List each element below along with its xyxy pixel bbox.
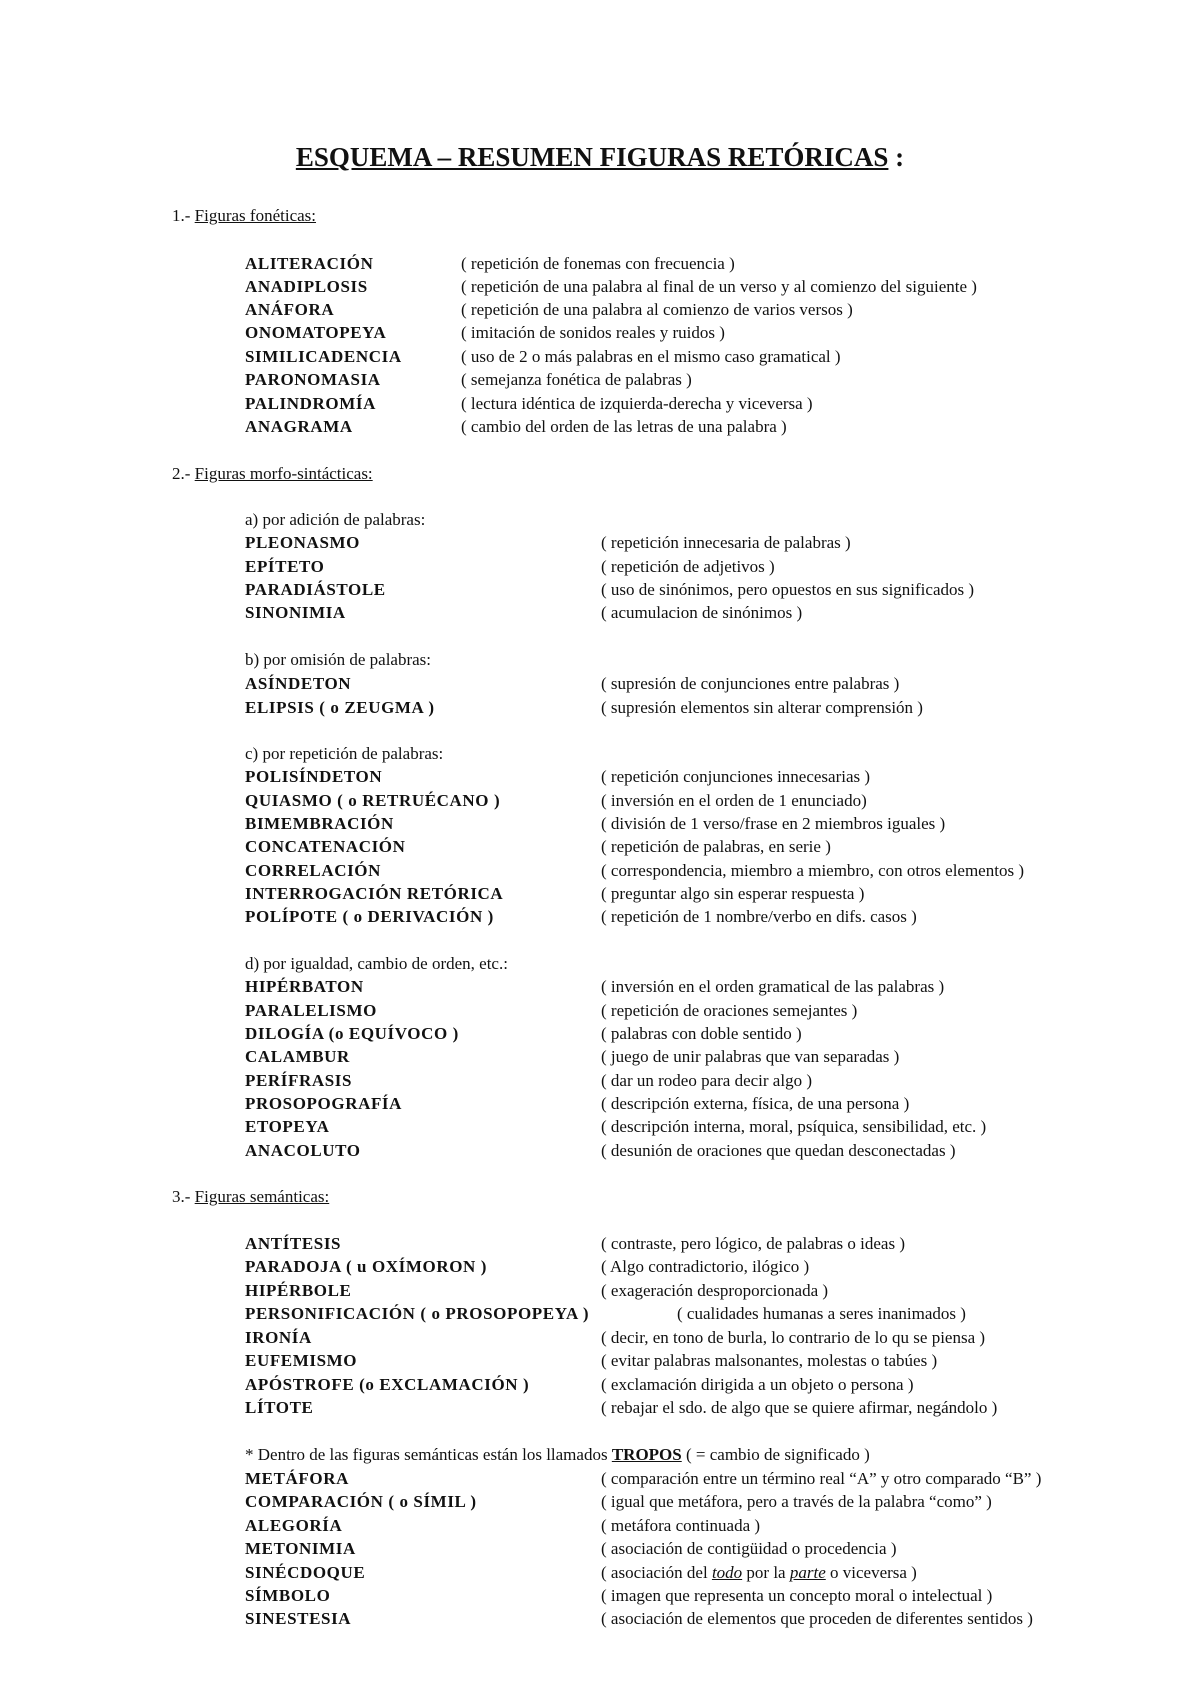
- group-label: b) por omisión de palabras:: [245, 650, 432, 669]
- section-title: Figuras semánticas:: [194, 1187, 330, 1206]
- figure-desc: ( repetición de palabras, en serie ): [601, 837, 831, 856]
- figure-desc: ( repetición innecesaria de palabras ): [601, 533, 851, 552]
- section-2-heading: [172, 464, 373, 484]
- figure-term: PERSONIFICACIÓN ( o PROSOPOPEYA ): [245, 1304, 590, 1323]
- figure-desc: ( palabras con doble sentido ): [601, 1024, 802, 1043]
- figure-term: PALINDROMÍA: [245, 394, 376, 413]
- desc-emphasis: parte: [789, 1563, 826, 1582]
- figure-term: PARADOJA ( u OXÍMORON ): [245, 1257, 488, 1276]
- figure-term: METÁFORA: [245, 1469, 349, 1488]
- section-title: Figuras fonéticas:: [194, 206, 317, 225]
- figure-term: ELIPSIS ( o ZEUGMA ): [245, 698, 435, 717]
- page-title: [0, 142, 1200, 173]
- figure-desc: ( descripción interna, moral, psíquica, sensibilidad, etc. ): [601, 1117, 987, 1136]
- figure-desc: ( cambio del orden de las letras de una palabra ): [461, 417, 787, 436]
- figure-term: ANÁFORA: [245, 300, 335, 319]
- figure-desc: ( inversión en el orden gramatical de las palabras ): [601, 977, 945, 996]
- group-label: a) por adición de palabras:: [245, 510, 426, 529]
- figure-desc: ( decir, en tono de burla, lo contrario de lo qu se piensa ): [601, 1328, 986, 1347]
- figure-term: QUIASMO ( o RETRUÉCANO ): [245, 791, 501, 810]
- figure-desc: ( correspondencia, miembro a miembro, con otros elementos ): [601, 861, 1024, 880]
- section-1-heading: [172, 206, 316, 226]
- figure-term: ANACOLUTO: [245, 1141, 361, 1160]
- figure-desc: ( juego de unir palabras que van separadas ): [601, 1047, 900, 1066]
- figure-term: HIPÉRBOLE: [245, 1281, 352, 1300]
- tropos-note: [245, 1445, 870, 1465]
- figure-desc: ( lectura idéntica de izquierda-derecha y viceversa ): [461, 394, 813, 413]
- figure-desc: [601, 1561, 917, 1584]
- figure-term: PERÍFRASIS: [245, 1071, 353, 1090]
- figure-term: ASÍNDETON: [245, 674, 352, 693]
- figure-term: PARALELISMO: [245, 1001, 377, 1020]
- figure-term: PLEONASMO: [245, 533, 360, 552]
- figure-desc: ( comparación entre un término real “A” y otro comparado “B” ): [601, 1469, 1042, 1488]
- figure-desc: ( contraste, pero lógico, de palabras o ideas ): [601, 1234, 905, 1253]
- figure-desc: ( exclamación dirigida a un objeto o persona ): [601, 1375, 914, 1394]
- figure-term: PROSOPOGRAFÍA: [245, 1094, 403, 1113]
- figure-desc: ( evitar palabras malsonantes, molestas o tabúes ): [601, 1351, 938, 1370]
- figure-desc: ( cualidades humanas a seres inanimados ): [677, 1304, 966, 1323]
- figure-term: ALITERACIÓN: [245, 254, 374, 273]
- figure-desc: ( imagen que representa un concepto moral o intelectual ): [601, 1586, 993, 1605]
- figure-term: POLÍPOTE ( o DERIVACIÓN ): [245, 907, 494, 926]
- figure-term: CALAMBUR: [245, 1047, 350, 1066]
- figure-term: ANAGRAMA: [245, 417, 353, 436]
- desc-emphasis: todo: [711, 1563, 743, 1582]
- title-colon: :: [888, 142, 905, 172]
- figure-term: SÍMBOLO: [245, 1586, 331, 1605]
- figure-desc: ( inversión en el orden de 1 enunciado): [601, 791, 867, 810]
- figure-term: PARADIÁSTOLE: [245, 580, 386, 599]
- figure-term: SINESTESIA: [245, 1609, 352, 1628]
- figure-desc: ( Algo contradictorio, ilógico ): [601, 1257, 810, 1276]
- figure-term: LÍTOTE: [245, 1398, 314, 1417]
- figure-desc: ( repetición conjunciones innecesarias ): [601, 767, 871, 786]
- figure-desc: ( preguntar algo sin esperar respuesta ): [601, 884, 865, 903]
- figure-term: SINONIMIA: [245, 603, 346, 622]
- figure-term: CONCATENACIÓN: [245, 837, 406, 856]
- desc-part: o viceversa ): [825, 1563, 917, 1582]
- figure-term: SIMILICADENCIA: [245, 347, 402, 366]
- figure-term: ANADIPLOSIS: [245, 277, 368, 296]
- figure-desc: ( asociación de elementos que proceden de diferentes sentidos ): [601, 1609, 1033, 1628]
- tropos-keyword: TROPOS: [611, 1445, 682, 1464]
- figure-desc: ( supresión de conjunciones entre palabras ): [601, 674, 900, 693]
- desc-part: ( asociación del: [601, 1563, 712, 1582]
- figure-desc: ( división de 1 verso/frase en 2 miembros iguales ): [601, 814, 946, 833]
- section-number: 1.-: [172, 206, 195, 225]
- section-number: 3.-: [172, 1187, 195, 1206]
- figure-term: ONOMATOPEYA: [245, 323, 387, 342]
- figure-desc: ( repetición de fonemas con frecuencia ): [461, 254, 735, 273]
- desc-part: por la: [742, 1563, 790, 1582]
- figure-term: INTERROGACIÓN RETÓRICA: [245, 884, 504, 903]
- figure-desc: ( repetición de oraciones semejantes ): [601, 1001, 858, 1020]
- figure-term: ETOPEYA: [245, 1117, 330, 1136]
- figure-term: ANTÍTESIS: [245, 1234, 342, 1253]
- figure-term: APÓSTROFE (o EXCLAMACIÓN ): [245, 1375, 530, 1394]
- figure-term: ALEGORÍA: [245, 1516, 343, 1535]
- figure-desc: ( acumulacion de sinónimos ): [601, 603, 803, 622]
- figure-desc: ( repetición de una palabra al final de un verso y al comienzo del siguiente ): [461, 277, 977, 296]
- section-3-heading: [172, 1187, 329, 1207]
- note-suffix: ( = cambio de significado ): [681, 1445, 870, 1464]
- section-title: Figuras morfo-sintácticas:: [194, 464, 373, 483]
- figure-desc: ( repetición de una palabra al comienzo de varios versos ): [461, 300, 853, 319]
- figure-desc: ( repetición de adjetivos ): [601, 557, 775, 576]
- figure-desc: ( descripción externa, física, de una persona ): [601, 1094, 910, 1113]
- note-prefix: * Dentro de las figuras semánticas están los llamados: [245, 1445, 612, 1464]
- figure-desc: ( asociación de contigüidad o procedencia ): [601, 1539, 897, 1558]
- figure-desc: ( uso de sinónimos, pero opuestos en sus significados ): [601, 580, 975, 599]
- figure-term: BIMEMBRACIÓN: [245, 814, 394, 833]
- figure-desc: ( imitación de sonidos reales y ruidos ): [461, 323, 725, 342]
- group-label: d) por igualdad, cambio de orden, etc.:: [245, 954, 508, 973]
- figure-desc: ( semejanza fonética de palabras ): [461, 370, 692, 389]
- figure-term: METONIMIA: [245, 1539, 356, 1558]
- title-text: ESQUEMA – RESUMEN FIGURAS RETÓRICAS: [295, 142, 889, 172]
- figure-desc: ( exageración desproporcionada ): [601, 1281, 829, 1300]
- figure-desc: ( rebajar el sdo. de algo que se quiere afirmar, negándolo ): [601, 1398, 998, 1417]
- figure-term: COMPARACIÓN ( o SÍMIL ): [245, 1492, 477, 1511]
- figure-desc: ( metáfora continuada ): [601, 1516, 761, 1535]
- figure-term: EUFEMISMO: [245, 1351, 358, 1370]
- figure-desc: ( repetición de 1 nombre/verbo en difs. casos ): [601, 907, 917, 926]
- figure-term: EPÍTETO: [245, 557, 325, 576]
- section-number: 2.-: [172, 464, 195, 483]
- figure-term: PARONOMASIA: [245, 370, 381, 389]
- figure-term: IRONÍA: [245, 1328, 312, 1347]
- figure-desc: ( desunión de oraciones que quedan desconectadas ): [601, 1141, 956, 1160]
- figure-desc: ( igual que metáfora, pero a través de la palabra “como” ): [601, 1492, 992, 1511]
- figure-term: SINÉCDOQUE: [245, 1563, 366, 1582]
- figure-term: DILOGÍA (o EQUÍVOCO ): [245, 1024, 459, 1043]
- figure-term: CORRELACIÓN: [245, 861, 382, 880]
- figure-desc: ( supresión elementos sin alterar comprensión ): [601, 698, 923, 717]
- group-label: c) por repetición de palabras:: [245, 744, 444, 763]
- figure-term: HIPÉRBATON: [245, 977, 364, 996]
- figure-term: POLISÍNDETON: [245, 767, 383, 786]
- figure-desc: ( dar un rodeo para decir algo ): [601, 1071, 812, 1090]
- figure-desc: ( uso de 2 o más palabras en el mismo caso gramatical ): [461, 347, 841, 366]
